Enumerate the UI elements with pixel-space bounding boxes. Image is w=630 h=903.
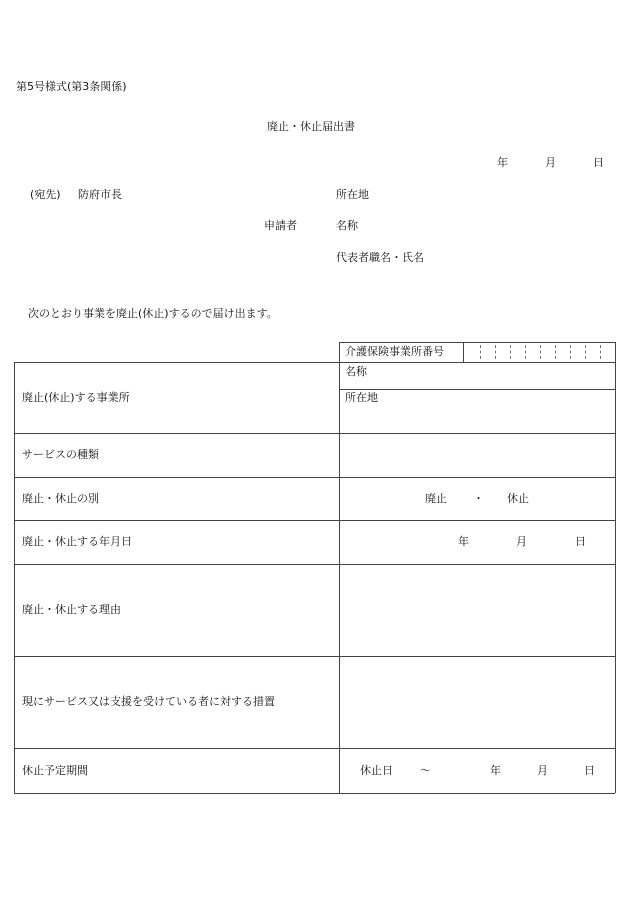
applicant-address-label: 所在地 — [336, 188, 369, 201]
applicant-name-label: 名称 — [336, 219, 358, 232]
period-day: 日 — [584, 764, 595, 777]
business-number-field[interactable] — [464, 343, 614, 361]
date-month-label: 月 — [545, 156, 556, 169]
office-name-field[interactable] — [380, 363, 614, 388]
distinction-option-suspend[interactable]: 休止 — [507, 492, 529, 505]
period-label: 休止予定期間 — [22, 764, 88, 777]
intro-text: 次のとおり事業を廃止(休止)するので届け出ます。 — [28, 307, 278, 320]
applicant-representative-label: 代表者職名・氏名 — [336, 251, 424, 264]
date-day-label: 日 — [593, 156, 604, 169]
office-address-field[interactable] — [390, 390, 614, 432]
document-title: 廃止・休止届出書 — [267, 120, 355, 133]
business-number-label: 介護保険事業所番号 — [345, 345, 444, 358]
applicant-label: 申請者 — [264, 219, 297, 232]
reason-label: 廃止・休止する理由 — [22, 603, 121, 616]
service-type-label: サービスの種類 — [22, 448, 99, 461]
distinction-separator: ・ — [473, 492, 484, 505]
office-address-label: 所在地 — [345, 391, 378, 404]
reason-field[interactable] — [340, 565, 614, 655]
date-year-label: 年 — [497, 156, 508, 169]
addressee-name: 防府市長 — [78, 188, 122, 201]
office-row-label: 廃止(休止)する事業所 — [22, 391, 130, 404]
measures-label: 現にサービス又は支援を受けている者に対する措置 — [22, 695, 275, 708]
period-year: 年 — [490, 764, 501, 777]
date-row-day: 日 — [575, 535, 586, 548]
distinction-label: 廃止・休止の別 — [22, 492, 99, 505]
distinction-option-abolish[interactable]: 廃止 — [425, 492, 447, 505]
date-row-year: 年 — [458, 535, 469, 548]
period-month: 月 — [537, 764, 548, 777]
date-row-field[interactable] — [340, 521, 450, 563]
date-row-month: 月 — [516, 535, 527, 548]
addressee-prefix: (宛先) — [30, 188, 61, 201]
service-type-field[interactable] — [340, 434, 614, 476]
period-field[interactable] — [436, 749, 486, 792]
period-tilde: 〜 — [420, 764, 431, 777]
measures-field[interactable] — [340, 657, 614, 747]
form-number: 第5号様式(第3条関係) — [16, 80, 127, 93]
period-start-label: 休止日 — [360, 764, 393, 777]
office-name-label: 名称 — [345, 365, 367, 378]
date-row-label: 廃止・休止する年月日 — [22, 535, 132, 548]
